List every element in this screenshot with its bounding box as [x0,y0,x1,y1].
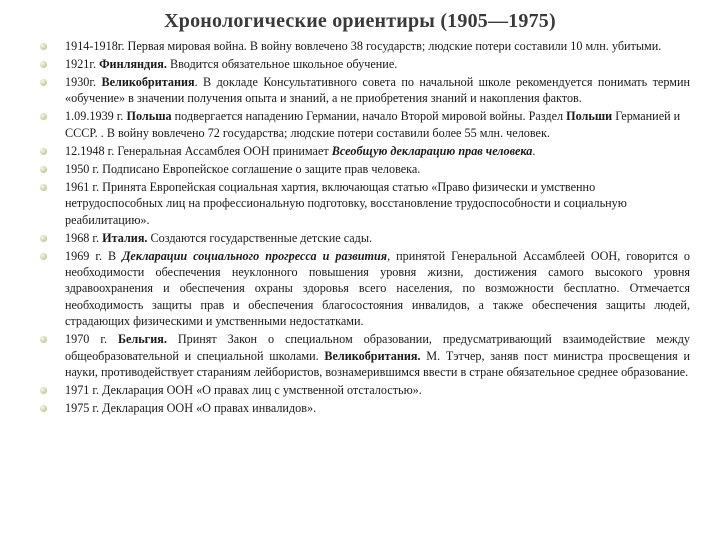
list-item [0,382,720,398]
list-item [0,74,720,107]
bullet-icon [40,61,47,68]
list-item [0,400,720,416]
item-text: 1970 г. [65,332,118,347]
bullet-icon [40,387,47,394]
item-text: подвергается нападению Германии, начало Второй мировой войны. Раздел [171,109,567,124]
item-text: 1971 г. Декларация ООН «О правах лиц с умственной отсталостью». [65,383,422,398]
item-text: 1969 г. В [65,248,123,263]
item-text: 1961 г. Принята Европейская социальная хартия, включающая статью «Право физически и умственно нетрудоспособных лиц на профессиональную подготовку, восстановление трудоспособности и социальную реабилитацию». [65,179,627,227]
item-text: Создаются государственные детские сады. [147,230,373,245]
chronology-list [0,38,720,418]
item-text: 12.1948 г. Генеральная Ассамблея ООН принимает [65,143,332,158]
bullet-icon [40,235,47,242]
country-name: Бельгия. [117,332,167,347]
country-name: Великобритания [101,75,195,89]
bullet-icon [40,405,47,412]
item-text: . [532,143,536,158]
document-title: Всеобщую декларацию прав человека [331,143,533,158]
list-item [0,38,720,54]
item-text: Принят Закон о специальном образовании, предусматривающий взаимодействие между общеобразовательной и специальной школами. [65,332,690,363]
bullet-icon [40,253,47,260]
list-item [0,108,720,141]
country-name: Италия. [102,230,148,245]
bullet-icon [40,148,47,155]
slide-title: Хронологические ориентиры (1905—1975) [164,10,556,32]
item-text: Германией и СССР. . В войну вовлечено 72 государства; людские потери составили более 55 млн. человек. [65,109,681,140]
document-title: Декларации социального прогресса и развития [122,248,388,263]
country-name: Польша [126,109,172,124]
country-name: Польши [566,109,613,124]
list-item [0,143,720,159]
item-text: . В докладе Консультативного совета по начальной школе рекомендуется понимать термин «обучение» в значении получения опыта и знаний, а не приобретения знаний и накопления фактов. [65,75,691,106]
bullet-icon [40,166,47,173]
list-item [0,248,720,330]
item-text: 1914-1918г. Первая мировая война. В войну вовлечено 38 государств; людские потери составили 10 млн. убитыми. [65,39,662,53]
item-text: 1921г. [65,57,100,71]
item-text: 1930г. [65,75,102,89]
country-name: Великобритания. [324,348,421,363]
item-text: 1975 г. Декларация ООН «О правах инвалидов». [65,401,317,416]
list-item [0,56,720,72]
list-item [0,331,720,380]
item-text: 1950 г. Подписано Европейское соглашение о защите прав человека. [65,161,421,176]
list-item [0,230,720,246]
list-item [0,161,720,177]
country-name: Финляндия. [99,57,167,71]
list-item [0,179,720,228]
bullet-icon [40,336,47,343]
bullet-icon [40,79,47,86]
item-text: Вводится обязательное школьное обучение. [166,57,398,71]
item-text: 1968 г. [65,230,103,245]
bullet-icon [40,113,47,120]
item-text: , принятой Генеральной Ассамблеей ООН, говорится о необходимости обеспечения неуклонного повышения уровня жизни, достижения самого высокого уровня здравоохранения и обеспечения охраны здоровья всего населения, по возможности бесплатно. Отмечается необходимость защиты прав и обеспечения благосостояния инвалидов, а также обеспечения защиты людей, страдающих физическими и умственными недостатками. [65,248,690,329]
bullet-icon [40,43,47,50]
item-text: М. Тэтчер, заняв пост министра просвещения и науки, противодействует стараниям лейбористов, вознамерившимся ввести в стране обязательное среднее образование. [65,348,690,380]
bullet-icon [40,184,47,191]
item-text: 1.09.1939 г. [65,109,127,124]
